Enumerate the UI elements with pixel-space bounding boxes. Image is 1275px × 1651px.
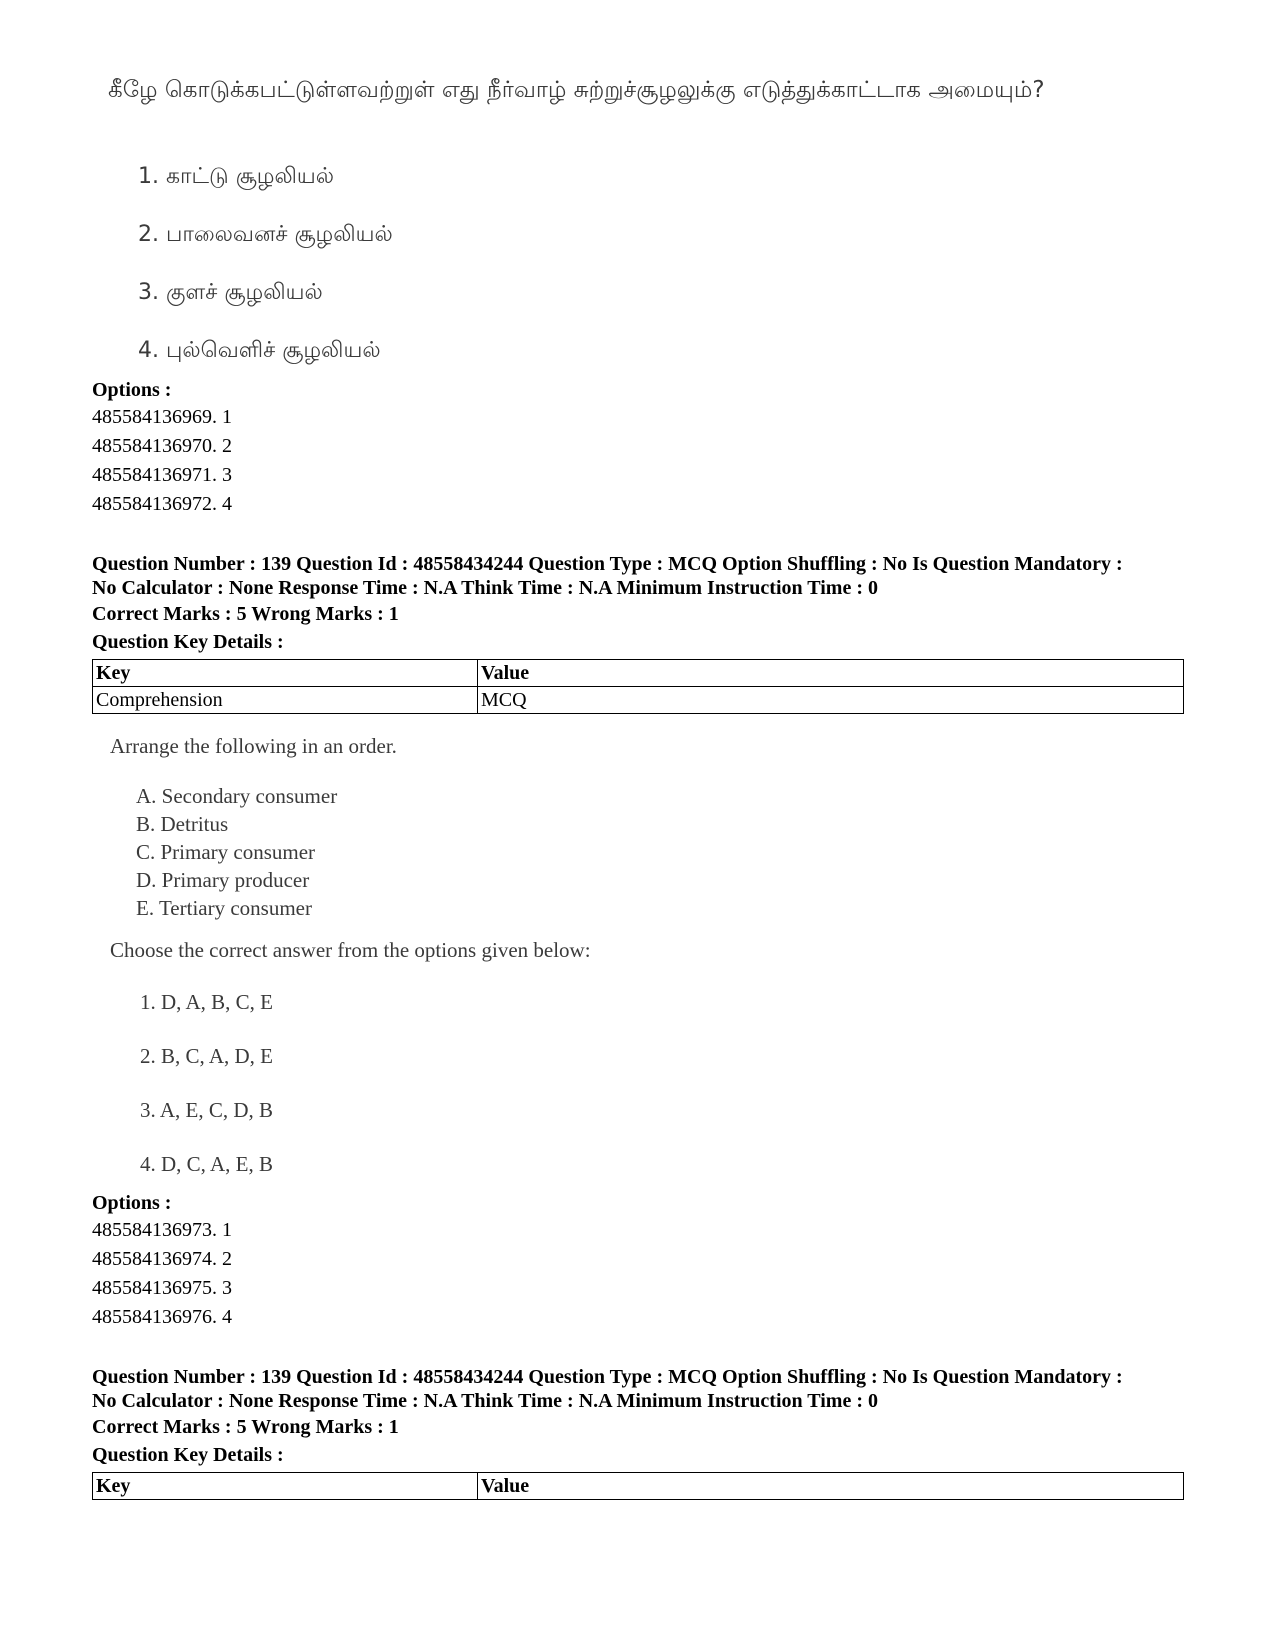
answer-choice-list (140, 988, 273, 1204)
answer-choice-1: 1. D, A, B, C, E (140, 990, 274, 1014)
option-id: 485584136972. 4 (92, 493, 232, 515)
marks-line: Correct Marks : 5 Wrong Marks : 1 (92, 603, 399, 625)
option-id: 485584136970. 2 (92, 435, 232, 457)
tamil-choice-3: 3. குளச் சூழலியல் (138, 280, 323, 305)
statement-item: E. Tertiary consumer (136, 896, 312, 920)
statement-item: B. Detritus (136, 812, 229, 836)
question-meta-line-2: No Calculator : None Response Time : N.A Think Time : N.A Minimum Instruction Time : 0 (92, 577, 878, 599)
statement-item: A. Secondary consumer (136, 784, 338, 808)
question-meta-line-2: No Calculator : None Response Time : N.A Think Time : N.A Minimum Instruction Time : 0 (92, 1390, 878, 1412)
key-header: Key (93, 1473, 478, 1500)
option-id: 485584136969. 1 (92, 406, 232, 428)
question-text: Arrange the following in an order. (110, 734, 397, 758)
question-meta-line-1: Question Number : 139 Question Id : 48558434244 Question Type : MCQ Option Shuffling : No Is Question Mandatory : (92, 1366, 1123, 1388)
answer-choice-3: 3. A, E, C, D, B (140, 1098, 274, 1122)
option-id-list (92, 1216, 232, 1332)
statement-item: C. Primary consumer (136, 840, 316, 864)
key-details-label: Question Key Details : (92, 1444, 284, 1466)
statement-list (136, 782, 337, 922)
table-header-row (93, 1473, 1184, 1500)
tamil-choice-list (138, 162, 393, 394)
options-label: Options : (92, 379, 172, 401)
tamil-question-text: கீழே கொடுக்கபட்டுள்ளவற்றுள் எது நீர்வாழ் சுற்றுச்சூழலுக்கு எடுத்துக்காட்டாக அமையும்? (108, 77, 1045, 103)
table-header-row (93, 660, 1184, 687)
tamil-choice-4: 4. புல்வெளிச் சூழலியல் (138, 338, 381, 363)
question-meta-line-1: Question Number : 139 Question Id : 48558434244 Question Type : MCQ Option Shuffling : No Is Question Mandatory : (92, 553, 1123, 575)
question-meta (92, 1365, 1202, 1413)
key-details-label: Question Key Details : (92, 631, 284, 653)
option-id: 485584136974. 2 (92, 1248, 232, 1270)
key-details-table (92, 659, 1184, 714)
value-header: Value (478, 1473, 1184, 1500)
answer-choice-2: 2. B, C, A, D, E (140, 1044, 274, 1068)
value-header: Value (478, 660, 1184, 687)
option-id-list (92, 403, 232, 519)
statement-item: D. Primary producer (136, 868, 310, 892)
question-meta (92, 552, 1202, 600)
table-row (93, 687, 1184, 714)
tamil-choice-2: 2. பாலைவனச் சூழலியல் (138, 222, 393, 247)
value-cell: MCQ (478, 687, 1184, 714)
tamil-choice-1: 1. காட்டு சூழலியல் (138, 164, 334, 189)
option-id: 485584136975. 3 (92, 1277, 232, 1299)
marks-line: Correct Marks : 5 Wrong Marks : 1 (92, 1416, 399, 1438)
key-details-table (92, 1472, 1184, 1500)
key-cell: Comprehension (93, 687, 478, 714)
answer-choice-4: 4. D, C, A, E, B (140, 1152, 274, 1176)
option-id: 485584136976. 4 (92, 1306, 232, 1328)
options-label: Options : (92, 1192, 172, 1214)
option-id: 485584136971. 3 (92, 464, 232, 486)
option-id: 485584136973. 1 (92, 1219, 232, 1241)
question-instruction: Choose the correct answer from the options given below: (110, 938, 591, 962)
key-header: Key (93, 660, 478, 687)
